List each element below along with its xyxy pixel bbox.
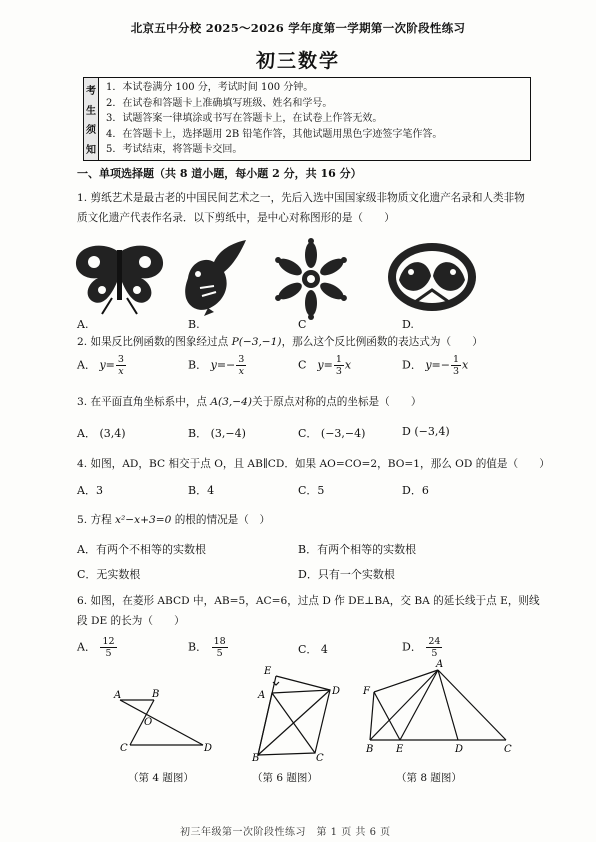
- q2-option-c: C y= $\frac{1}{3}$ x: [298, 354, 352, 377]
- figure-4-caption: （第 4 题图）: [128, 772, 194, 784]
- papercut-butterfly-image: [72, 240, 167, 315]
- q2-option-d: D． y=− $\frac{1}{3}$ x: [402, 354, 469, 377]
- q2-option-a: A． y= $\frac{3}{x}$: [77, 354, 124, 377]
- q2-stem: [77, 332, 483, 352]
- segment-ad: [120, 700, 203, 745]
- point-label: E: [396, 744, 404, 755]
- notice-item: 1．本试卷满分 100 分，考试时间 100 分钟。: [106, 82, 314, 93]
- q5-option-a: A．有两个不相等的实数根: [77, 543, 206, 556]
- notice-label-char: 生: [86, 105, 96, 117]
- q1-stem-line2: 质文化遗产代表作名录．以下剪纸中，是中心对称图形的是（ ）: [77, 212, 395, 224]
- q6-option-d: D． $\frac{24}{5}$: [402, 636, 441, 659]
- point-label: O: [144, 717, 153, 728]
- papercut-bird-image: [180, 238, 250, 316]
- diagonal-bd: [258, 690, 330, 755]
- q4-option-a: A．3: [77, 484, 103, 497]
- q3-stem: 3. 在平面直角坐标系中，点 A(3,−4)关于原点对称的点的坐标是（ ）: [77, 396, 422, 408]
- q5-option-b: B．有两个相等的实数根: [298, 543, 417, 556]
- q6-option-b: B． $\frac{18}{5}$: [188, 636, 226, 659]
- page-title: 初三数学: [255, 50, 340, 72]
- q1-stem-line1: 1. 剪纸艺术是最古老的中国民间艺术之一，先后入选中国国家级非物质文化遗产名录和人类非物: [77, 192, 525, 204]
- papercut-snowflake-image: [266, 238, 356, 320]
- q2-stem-a: 2. 如果反比例函数的图象经过点: [77, 336, 232, 348]
- notice-label-char: 考: [86, 86, 96, 98]
- q3-option-a: A． (3,4): [77, 427, 126, 440]
- q4-option-b: B．4: [188, 484, 215, 497]
- q6-stem-line2: 段 DE 的长为（ ）: [77, 615, 185, 627]
- q1-option-a: A.: [77, 318, 89, 331]
- notice-list: [106, 80, 442, 158]
- figure-8-diagram: [358, 658, 518, 758]
- point-label: C: [316, 753, 324, 763]
- extension-ba: [258, 676, 276, 755]
- q5-stem: 5. 方程 x²−x+3=0 的根的情况是（ ）: [77, 514, 271, 526]
- notice-item: 5．考试结束，将答题卡交回。: [106, 144, 243, 155]
- q6-option-c: C． 4: [298, 643, 328, 656]
- point-label: A: [114, 690, 122, 701]
- notice-item: 3．试题答案一律填涂或书写在答题卡上，在试卷上作答无效。: [106, 113, 383, 124]
- point-label: D: [332, 686, 341, 697]
- exam-header: 北京五中分校 2025～2026 学年度第一学期第一次阶段性练习: [130, 21, 466, 35]
- segment-fb: [370, 692, 374, 740]
- q6-stem-line1: 6. 如图，在菱形 ABCD 中，AB=5，AC=6，过点 D 作 DE⊥BA，交 BA 的延长线于点 E，则线: [77, 595, 540, 607]
- point-label: D: [455, 744, 464, 755]
- figure-6-caption: （第 6 题图）: [252, 772, 318, 784]
- segment-de: [276, 676, 330, 690]
- q3-option-c: C． (−3,−4): [298, 427, 366, 440]
- point-label: A: [436, 659, 444, 670]
- q3-option-d: D (−3,4): [402, 425, 450, 438]
- page-footer: 初三年级第一次阶段性练习 第 1 页 共 6 页: [180, 827, 391, 838]
- point-label: B: [152, 689, 160, 700]
- q2-stem-b: ，那么这个反比例函数的表达式为（ ）: [281, 336, 483, 348]
- q3-point: A(3,−4): [210, 396, 253, 408]
- q5-option-d: D．只有一个实数根: [298, 568, 395, 581]
- point-label: A: [258, 690, 266, 701]
- notice-label-char: 知: [86, 144, 96, 156]
- q5-option-c: C．无实数根: [77, 568, 141, 581]
- q4-option-c: C．5: [298, 484, 325, 497]
- papercut-fish-image: [385, 240, 480, 314]
- segment-ab: [370, 670, 438, 740]
- notice-item: 4．在答题卡上，选择题用 2B 铅笔作答，其他试题用黑色字迹签字笔作答。: [106, 128, 443, 140]
- q2-option-b: B． y=− $\frac{3}{x}$: [188, 354, 245, 377]
- q1-option-b: B.: [188, 318, 200, 331]
- notice-item: 2．在试卷和答题卡上准确填写班级、姓名和学号。: [106, 97, 333, 109]
- q1-option-c: C: [298, 318, 307, 331]
- point-label: E: [264, 666, 272, 677]
- q3-option-b: B． (3,−4): [188, 427, 246, 440]
- section-heading: 一、单项选择题（共 8 道小题，每小题 2 分，共 16 分）: [77, 167, 362, 180]
- q6-option-a: A． $\frac{12}{5}$: [77, 636, 115, 659]
- notice-label-char: 须: [86, 125, 96, 137]
- q2-point: P(−3,−1): [231, 336, 282, 348]
- figure-6-diagram: [250, 658, 350, 763]
- notice-label: [84, 78, 99, 160]
- notice-box: [83, 77, 531, 161]
- segment-fe: [374, 692, 400, 740]
- point-label: D: [204, 743, 213, 754]
- point-label: C: [120, 743, 128, 754]
- point-label: B: [366, 744, 374, 755]
- point-label: C: [504, 744, 512, 755]
- q4-option-d: D．6: [402, 484, 429, 497]
- q5-equation: x²−x+3=0: [115, 514, 172, 526]
- point-label: F: [363, 686, 370, 697]
- q4-stem: 4. 如图，AD，BC 相交于点 O，且 AB∥CD．如果 AO=CO=2，BO=1，那么 OD 的值是（ ）: [77, 458, 550, 470]
- q1-option-d: D.: [402, 318, 414, 331]
- point-label: B: [252, 753, 260, 763]
- figure-4-diagram: [108, 685, 218, 755]
- figure-8-caption: （第 8 题图）: [396, 772, 462, 784]
